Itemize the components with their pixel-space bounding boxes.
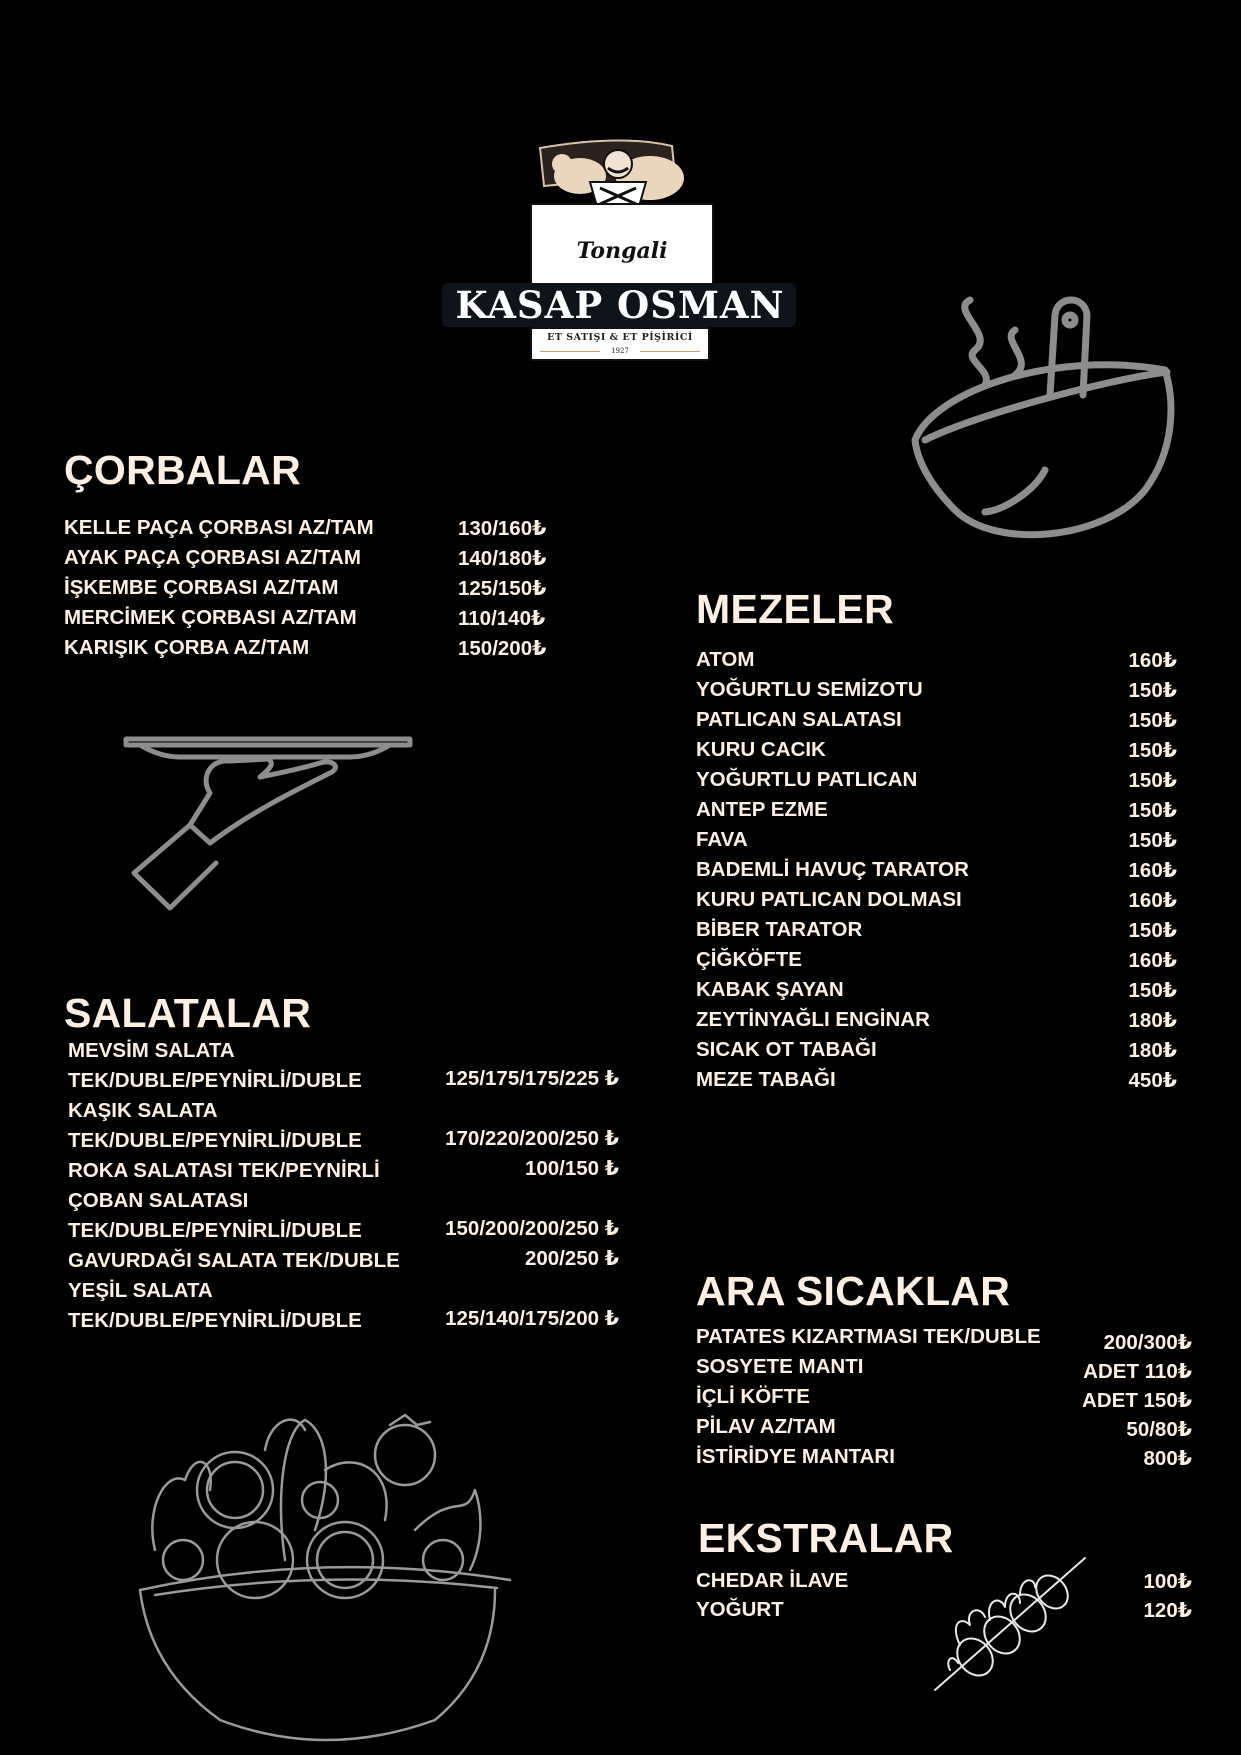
menu-item-name: ÇİĞKÖFTE: [696, 948, 802, 971]
menu-item-price: 150₺: [1128, 769, 1177, 792]
serving-tray-icon: [120, 733, 420, 913]
menu-item-name: PATATES KIZARTMASI TEK/DUBLE: [696, 1325, 1041, 1348]
menu-item-price: 150₺: [1128, 919, 1177, 942]
menu-item-name: FAVA: [696, 828, 748, 851]
menu-item-price: 180₺: [1128, 1009, 1177, 1032]
menu-item-name: SOSYETE MANTI: [696, 1355, 864, 1378]
menu-item-name: GAVURDAĞI SALATA TEK/DUBLE: [68, 1249, 400, 1272]
menu-item-price: 800₺: [1143, 1447, 1192, 1470]
menu-item-name: PİLAV AZ/TAM: [696, 1415, 836, 1438]
menu-item-price: 125/175/175/225 ₺: [445, 1067, 619, 1090]
section-title-mezeler: MEZELER: [696, 586, 894, 632]
menu-item-price: 140/180₺: [458, 547, 547, 570]
menu-item-name: TEK/DUBLE/PEYNİRLİ/DUBLE: [68, 1069, 362, 1092]
menu-item-price: 160₺: [1128, 859, 1177, 882]
kebab-skewer-icon: [930, 1555, 1090, 1695]
logo-tagline: ET SATIŞI & ET PİŞİRİCİ: [547, 332, 693, 343]
menu-item-price: 200/250 ₺: [524, 1247, 619, 1270]
section-title-ara-sicaklar: ARA SICAKLAR: [696, 1268, 1011, 1314]
menu-item-name: İÇLİ KÖFTE: [696, 1385, 810, 1408]
logo-name: KASAP OSMAN: [455, 283, 785, 327]
menu-item-name: MERCİMEK ÇORBASI AZ/TAM: [64, 606, 357, 629]
menu-item-name: KURU CACIK: [696, 738, 826, 761]
menu-item-name: TEK/DUBLE/PEYNİRLİ/DUBLE: [68, 1219, 362, 1242]
menu-item-name: KARIŞIK ÇORBA AZ/TAM: [64, 636, 310, 659]
menu-item-name: YOĞURT: [696, 1598, 784, 1621]
section-title-ekstralar: EKSTRALAR: [698, 1515, 954, 1561]
menu-item-name: ROKA SALATASI TEK/PEYNİRLİ: [68, 1159, 380, 1182]
menu-item-name: MEZE TABAĞI: [696, 1068, 836, 1091]
menu-item-price: ADET 150₺: [1082, 1389, 1192, 1412]
menu-item-price: 100₺: [1143, 1570, 1192, 1593]
menu-item-price: 110/140₺: [458, 607, 546, 630]
menu-item-price: 50/80₺: [1126, 1418, 1192, 1441]
menu-item-price: 150₺: [1128, 709, 1177, 732]
restaurant-logo: [440, 138, 800, 368]
menu-item-price: 180₺: [1128, 1039, 1177, 1062]
menu-item-name: ATOM: [696, 648, 755, 671]
logo-script-text: Tongali: [576, 238, 668, 264]
menu-item-name: ANTEP EZME: [696, 798, 828, 821]
section-title-corbalar: ÇORBALAR: [64, 447, 301, 493]
menu-item-price: 150₺: [1128, 829, 1177, 852]
menu-item-price: 170/220/200/250 ₺: [445, 1127, 619, 1150]
menu-item-name: BİBER TARATOR: [696, 918, 863, 941]
menu-item-name: KURU PATLICAN DOLMASI: [696, 888, 962, 911]
menu-item-name: CHEDAR İLAVE: [696, 1569, 849, 1592]
menu-item-price: 130/160₺: [458, 517, 547, 540]
menu-item-name: KABAK ŞAYAN: [696, 978, 844, 1001]
menu-item-name: YOĞURTLU PATLICAN: [696, 768, 918, 791]
menu-item-name: SICAK OT TABAĞI: [696, 1038, 877, 1061]
menu-item-name: KAŞIK SALATA: [68, 1099, 218, 1122]
menu-item-price: 160₺: [1128, 649, 1177, 672]
menu-item-price: 150/200₺: [458, 637, 547, 660]
menu-item-price: 150/200/200/250 ₺: [445, 1217, 619, 1240]
menu-item-name: TEK/DUBLE/PEYNİRLİ/DUBLE: [68, 1129, 362, 1152]
menu-item-name: İSTİRİDYE MANTARI: [696, 1445, 895, 1468]
menu-item-name: YOĞURTLU SEMİZOTU: [696, 678, 923, 701]
section-title-salatalar: SALATALAR: [64, 990, 312, 1036]
salad-bowl-icon: [135, 1410, 515, 1755]
menu-item-name: TEK/DUBLE/PEYNİRLİ/DUBLE: [68, 1309, 362, 1332]
menu-item-name: ZEYTİNYAĞLI ENGİNAR: [696, 1008, 930, 1031]
menu-item-name: BADEMLİ HAVUÇ TARATOR: [696, 858, 969, 881]
menu-item-price: 125/140/175/200 ₺: [445, 1307, 619, 1330]
menu-item-name: AYAK PAÇA ÇORBASI AZ/TAM: [64, 546, 361, 569]
menu-item-name: PATLICAN SALATASI: [696, 708, 902, 731]
menu-item-price: 160₺: [1128, 949, 1177, 972]
menu-item-price: 150₺: [1128, 979, 1177, 1002]
menu-item-price: 160₺: [1128, 889, 1177, 912]
menu-item-name: ÇOBAN SALATASI: [68, 1189, 249, 1212]
menu-item-price: 450₺: [1128, 1069, 1177, 1092]
menu-item-name: KELLE PAÇA ÇORBASI AZ/TAM: [64, 516, 374, 539]
menu-item-price: 200/300₺: [1103, 1331, 1192, 1354]
menu-item-name: İŞKEMBE ÇORBASI AZ/TAM: [64, 576, 339, 599]
menu-item-name: MEVSİM SALATA: [68, 1039, 235, 1062]
menu-item-price: 120₺: [1143, 1599, 1192, 1622]
menu-item-price: 150₺: [1128, 799, 1177, 822]
menu-item-price: ADET 110₺: [1083, 1360, 1192, 1383]
menu-item-price: 125/150₺: [458, 577, 547, 600]
soup-bowl-icon: [905, 290, 1180, 560]
menu-item-price: 100/150 ₺: [524, 1157, 619, 1180]
menu-item-name: YEŞİL SALATA: [68, 1279, 213, 1302]
menu-item-price: 150₺: [1128, 739, 1177, 762]
menu-item-price: 150₺: [1128, 679, 1177, 702]
logo-year: 1927: [611, 347, 629, 355]
